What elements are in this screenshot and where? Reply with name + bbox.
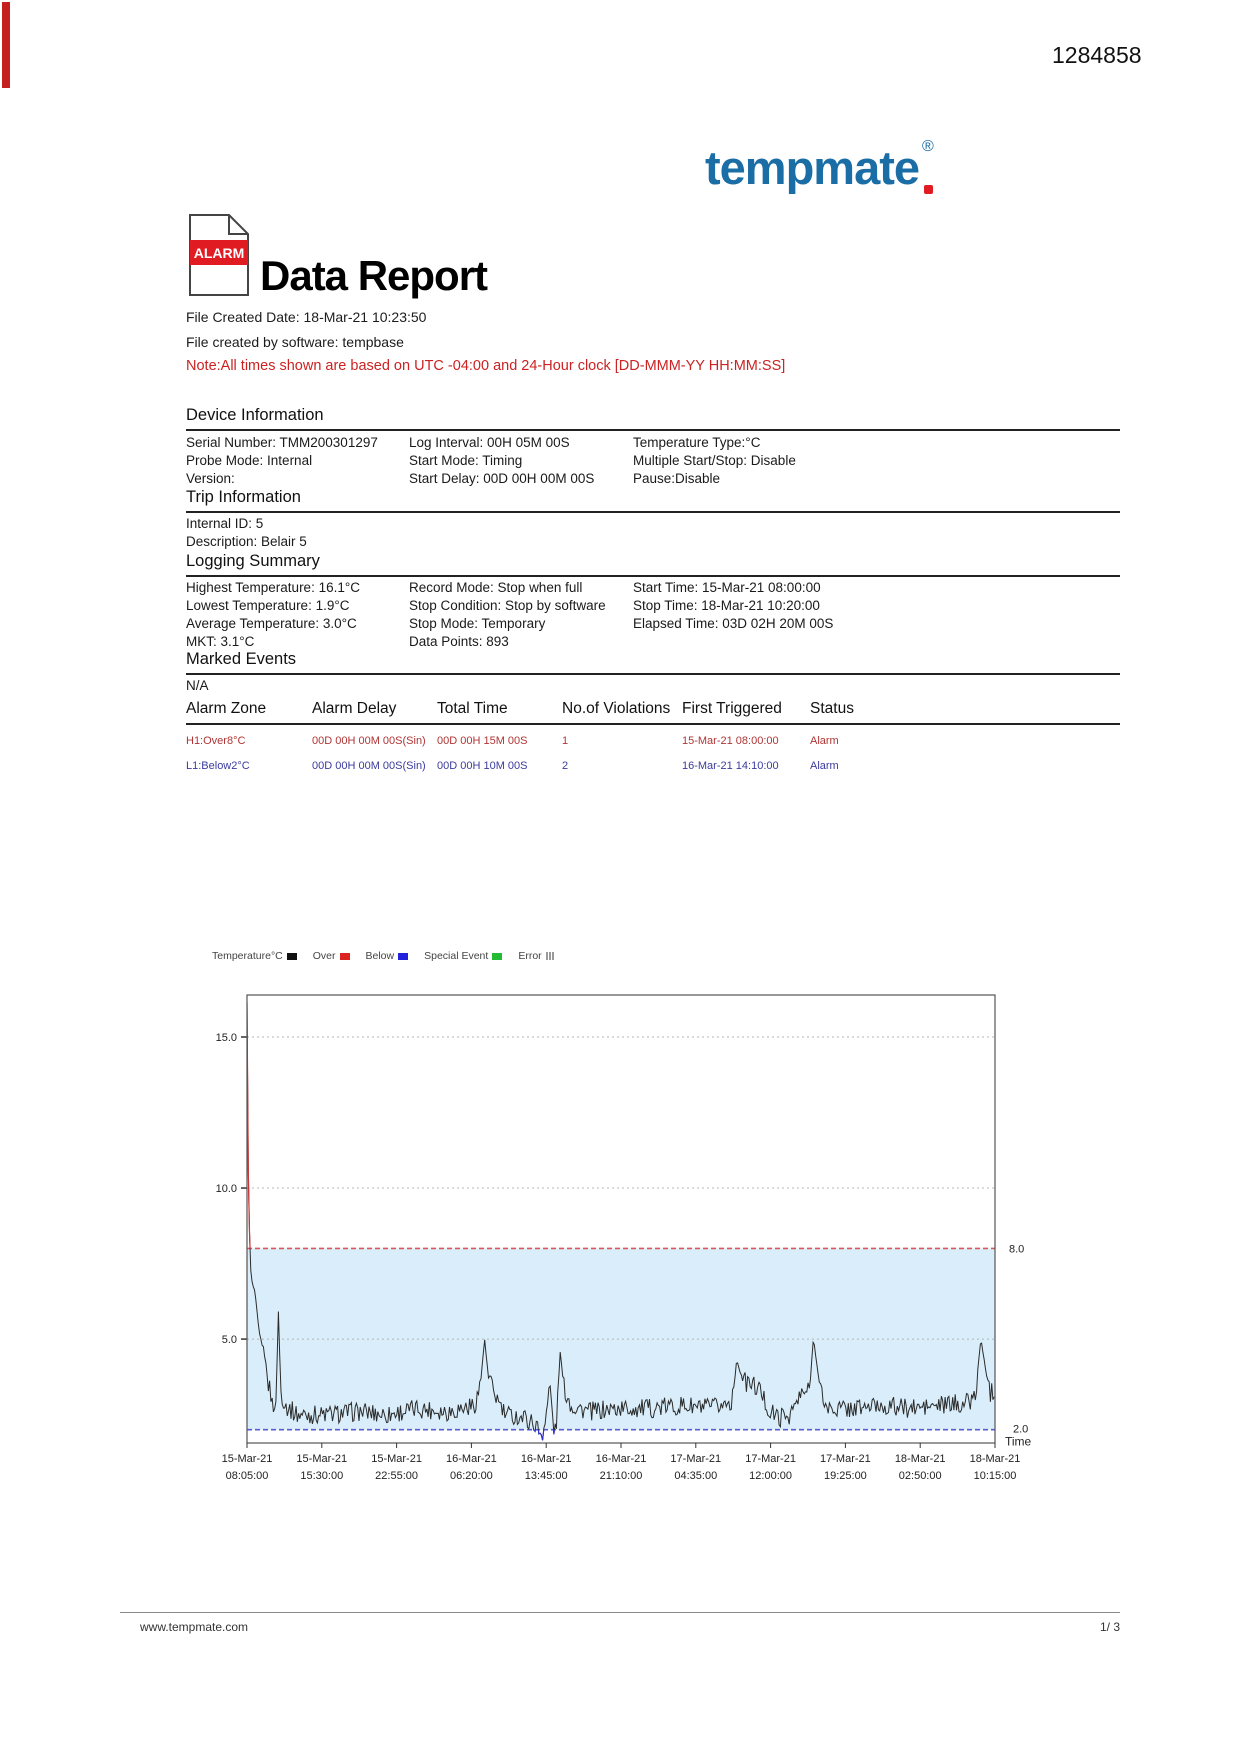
svg-text:18-Mar-21: 18-Mar-21: [894, 1453, 946, 1465]
col-header-first-triggered: First Triggered: [682, 700, 782, 717]
svg-text:16-Mar-21: 16-Mar-21: [520, 1453, 572, 1465]
device-start-delay: Start Delay: 00D 00H 00M 00S: [409, 471, 595, 486]
start-time: Start Time: 15-Mar-21 08:00:00: [633, 580, 821, 595]
svg-text:18-Mar-21: 18-Mar-21: [969, 1453, 1021, 1465]
col-header-no-of-violations: No.of Violations: [562, 700, 671, 717]
svg-text:21:10:00: 21:10:00: [599, 1470, 643, 1482]
legend-swatch-icon: [287, 953, 297, 960]
trip-description: Description: Belair 5: [186, 534, 307, 549]
document-number: 1284858: [1052, 42, 1142, 68]
svg-text:2.0: 2.0: [1013, 1423, 1029, 1436]
section-title-marked-events: Marked Events: [186, 650, 1120, 675]
legend-item: Error: [518, 950, 554, 962]
svg-text:15.0: 15.0: [215, 1031, 237, 1044]
alarm-delay: 00D 00H 00M 00S(Sin): [312, 735, 426, 747]
elapsed-time: Elapsed Time: 03D 02H 20M 00S: [633, 616, 834, 631]
svg-text:10.0: 10.0: [215, 1183, 237, 1196]
no-of-violations: 2: [562, 760, 569, 772]
legend-item: Over: [313, 950, 350, 962]
col-header-alarm-zone: Alarm Zone: [186, 700, 267, 717]
legend-item: Temperature°C: [212, 950, 297, 962]
file-created-date: File Created Date: 18-Mar-21 10:23:50: [186, 309, 427, 325]
svg-text:17-Mar-21: 17-Mar-21: [745, 1453, 796, 1465]
scan-artifact: [2, 2, 10, 88]
device-multiple-start-stop: Multiple Start/Stop: Disable: [633, 453, 796, 468]
total-time: 00D 00H 15M 00S: [437, 735, 528, 747]
stop-condition: Stop Condition: Stop by software: [409, 598, 606, 613]
svg-text:02:50:00: 02:50:00: [898, 1470, 942, 1482]
col-header-alarm-delay: Alarm Delay: [312, 700, 397, 717]
status-badge: Alarm: [810, 760, 839, 772]
alarm-zone: H1:Over8°C: [186, 735, 246, 747]
alarm-table-row-low: [186, 760, 1120, 772]
marked-events-value: N/A: [186, 678, 209, 693]
svg-text:8.0: 8.0: [1009, 1243, 1025, 1256]
chart-legend: [212, 950, 571, 962]
device-log-interval: Log Interval: 00H 05M 00S: [409, 435, 570, 450]
alarm-delay: 00D 00H 00M 00S(Sin): [312, 760, 426, 772]
alarm-table-row-high: [186, 735, 1120, 747]
stop-time: Stop Time: 18-Mar-21 10:20:00: [633, 598, 820, 613]
svg-text:08:05:00: 08:05:00: [225, 1470, 269, 1482]
page-title: Data Report: [260, 252, 488, 299]
svg-text:17-Mar-21: 17-Mar-21: [820, 1453, 871, 1465]
legend-swatch-icon: [398, 953, 408, 960]
svg-text:13:45:00: 13:45:00: [524, 1470, 568, 1482]
section-title-trip-information: Trip Information: [186, 488, 1120, 513]
legend-item: Special Event: [424, 950, 502, 962]
alarm-document-icon: [188, 213, 250, 297]
svg-text:17-Mar-21: 17-Mar-21: [670, 1453, 722, 1465]
footer-divider: [120, 1612, 1120, 1613]
section-title-logging-summary: Logging Summary: [186, 552, 1120, 577]
temperature-chart: [150, 985, 1080, 1500]
svg-text:16-Mar-21: 16-Mar-21: [446, 1453, 497, 1465]
alarm-table: [186, 700, 1120, 772]
section-title-device-information: Device Information: [186, 406, 1120, 431]
tempmate-logo: [600, 140, 940, 196]
alarm-badge-text: ALARM: [193, 245, 245, 261]
svg-text:15:30:00: 15:30:00: [300, 1470, 344, 1482]
device-pause: Pause:Disable: [633, 471, 721, 486]
svg-text:19:25:00: 19:25:00: [823, 1470, 867, 1482]
svg-text:06:20:00: 06:20:00: [449, 1470, 493, 1482]
svg-text:04:35:00: 04:35:00: [674, 1470, 718, 1482]
svg-text:15-Mar-21: 15-Mar-21: [221, 1453, 273, 1465]
first-triggered: 15-Mar-21 08:00:00: [682, 735, 779, 747]
average-temperature: Average Temperature: 3.0°C: [186, 616, 357, 631]
footer-page-indicator: 1/ 3: [1099, 1620, 1120, 1634]
legend-swatch-icon: [340, 953, 350, 960]
svg-text:15-Mar-21: 15-Mar-21: [296, 1453, 348, 1465]
trip-internal-id: Internal ID: 5: [186, 516, 264, 531]
status-badge: Alarm: [810, 735, 839, 747]
device-version: Version:: [186, 471, 235, 486]
svg-text:10:15:00: 10:15:00: [973, 1470, 1017, 1482]
svg-text:15-Mar-21: 15-Mar-21: [371, 1453, 422, 1465]
alarm-zone: L1:Below2°C: [186, 760, 250, 772]
logo-red-dot-icon: [924, 185, 933, 194]
svg-text:5.0: 5.0: [221, 1334, 237, 1347]
record-mode: Record Mode: Stop when full: [409, 580, 583, 595]
registered-trademark-icon: ®: [922, 138, 934, 155]
logo-text: tempmate: [704, 141, 919, 194]
legend-swatch-icon: [492, 953, 502, 960]
col-header-total-time: Total Time: [437, 700, 508, 717]
data-points: Data Points: 893: [409, 634, 509, 649]
highest-temperature: Highest Temperature: 16.1°C: [186, 580, 360, 595]
legend-item: Below: [366, 950, 409, 962]
device-serial-number: Serial Number: TMM200301297: [186, 435, 378, 450]
device-start-mode: Start Mode: Timing: [409, 453, 523, 468]
logo-marks: [922, 140, 940, 196]
lowest-temperature: Lowest Temperature: 1.9°C: [186, 598, 350, 613]
legend-error-hatch-icon: [546, 952, 555, 960]
no-of-violations: 1: [562, 735, 569, 747]
device-temperature-type: Temperature Type:°C: [633, 435, 761, 450]
svg-text:16-Mar-21: 16-Mar-21: [595, 1453, 647, 1465]
first-triggered: 16-Mar-21 14:10:00: [682, 760, 779, 772]
svg-text:22:55:00: 22:55:00: [375, 1470, 419, 1482]
device-probe-mode: Probe Mode: Internal: [186, 453, 313, 468]
timezone-note: Note:All times shown are based on UTC -04:00 and 24-Hour clock [DD-MMM-YY HH:MM:SS]: [186, 358, 786, 374]
alarm-table-header: [186, 700, 1120, 725]
svg-text:Time: Time: [1005, 1434, 1032, 1449]
created-by-software: File created by software: tempbase: [186, 334, 404, 350]
stop-mode: Stop Mode: Temporary: [409, 616, 546, 631]
total-time: 00D 00H 10M 00S: [437, 760, 528, 772]
col-header-status: Status: [810, 700, 854, 717]
mkt: MKT: 3.1°C: [186, 634, 255, 649]
svg-text:12:00:00: 12:00:00: [749, 1470, 793, 1482]
footer-website: www.tempmate.com: [140, 1620, 249, 1634]
